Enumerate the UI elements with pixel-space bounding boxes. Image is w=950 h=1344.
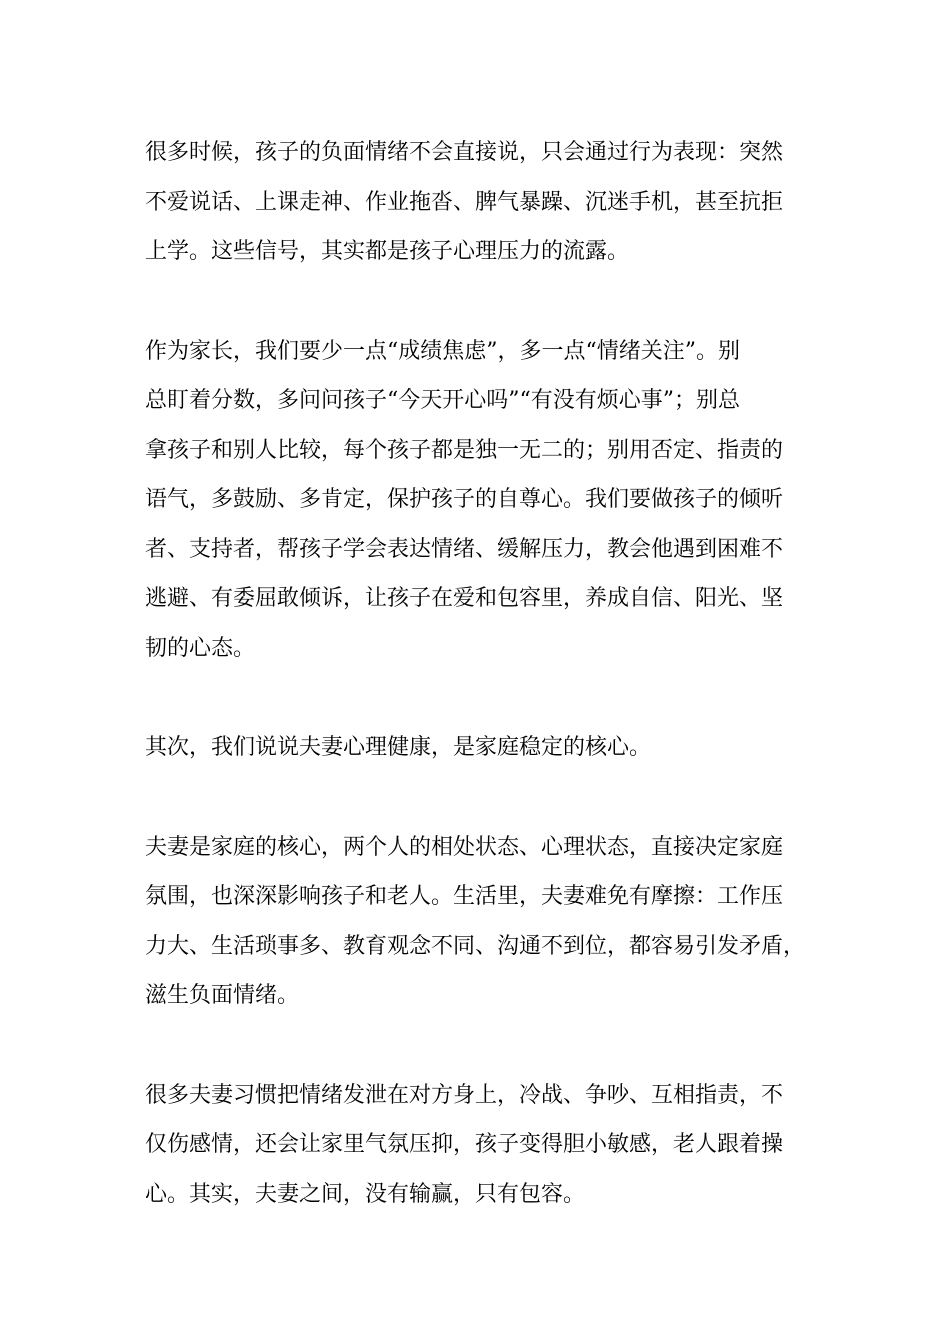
text-line: 者、支持者，帮孩子学会表达情绪、缓解压力，教会他遇到困难不 [145,536,784,562]
text-line: 总盯着分数，多问问孩子“今天开心吗”“有没有烦心事”；别总 [145,388,740,413]
text-line: 夫妻是家庭的核心，两个人的相处状态、心理状态，直接决定家庭 [145,834,784,860]
paragraph-2 [145,327,810,674]
text-line: 逃避、有委屈敢倾诉，让孩子在爱和包容里，养成自信、阳光、坚 [145,586,784,611]
paragraph-3 [145,723,810,773]
text-line: 很多时候，孩子的负面情绪不会直接说，只会通过行为表现：突然 [145,140,784,165]
text-line: 氛围，也深深影响孩子和老人。生活里，夫妻难免有摩擦：工作压 [145,884,784,909]
text-line: 作为家长，我们要少一点“成绩焦虑”，多一点“情绪关注”。别 [145,338,740,364]
text-line: 很多夫妻习惯把情绪发泄在对方身上，冷战、争吵、互相指责，不 [145,1082,784,1108]
text-line: 力大、生活琐事多、教育观念不同、沟通不到位，都容易引发矛盾， [145,933,806,959]
text-line: 上学。这些信号，其实都是孩子心理压力的流露。 [145,239,630,264]
text-line: 滋生负面情绪。 [145,983,300,1008]
text-line: 仅伤感情，还会让家里气氛压抑，孩子变得胆小敏感，老人跟着操 [145,1132,784,1157]
document-body [145,128,810,1269]
text-line: 语气，多鼓励、多肯定，保护孩子的自尊心。我们要做孩子的倾听 [145,487,784,512]
text-line: 心。其实，夫妻之间，没有输赢，只有包容。 [145,1181,586,1207]
paragraph-4 [145,823,810,1021]
paragraph-5 [145,1071,810,1220]
text-line: 不爱说话、上课走神、作业拖沓、脾气暴躁、沉迷手机，甚至抗拒 [145,189,784,215]
text-line: 其次，我们说说夫妻心理健康，是家庭稳定的核心。 [145,735,652,760]
paragraph-1 [145,128,810,277]
text-line: 拿孩子和别人比较，每个孩子都是独一无二的；别用否定、指责的 [145,437,784,463]
text-line: 韧的心态。 [145,635,256,661]
